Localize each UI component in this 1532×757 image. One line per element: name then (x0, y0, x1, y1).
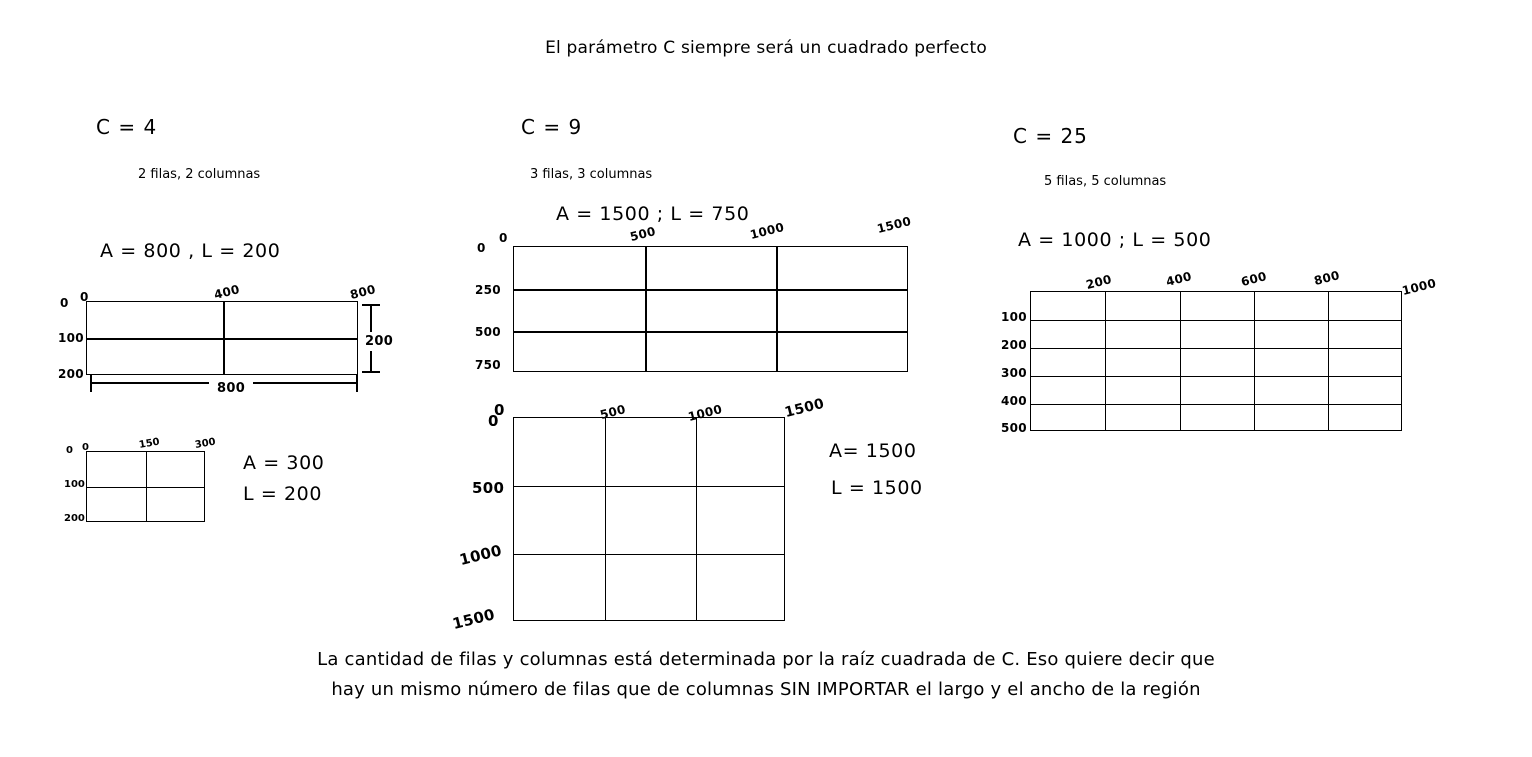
grid-c9-a (513, 246, 908, 372)
example-2-grid-1-equation: A = 1500 ; L = 750 (556, 203, 750, 225)
page-title: El parámetro C siempre será un cuadrado perfecto (545, 38, 987, 58)
tick-top-2: 300 (194, 436, 217, 451)
tick-top-0: 0 (494, 401, 505, 419)
tick-top-0: 0 (80, 290, 89, 304)
tick-top-2: 800 (348, 282, 378, 302)
example-2-grid-2-equation-l: L = 1500 (831, 477, 923, 499)
grid-line-horizontal (87, 338, 357, 340)
grid-line-vertical (645, 247, 647, 371)
tick-left-0: 0 (477, 241, 486, 255)
example-1-grid-2-equation-a: A = 300 (243, 452, 325, 474)
tick-left-0: 0 (66, 445, 73, 456)
example-1-subtitle: 2 filas, 2 columnas (138, 167, 261, 182)
example-2-subtitle: 3 filas, 3 columnas (530, 167, 653, 182)
tick-left-3: 750 (475, 358, 501, 372)
grid-line-horizontal (1031, 376, 1401, 377)
grid-line-horizontal (514, 331, 907, 333)
grid-line-horizontal (87, 487, 204, 488)
grid-c25-a (1030, 291, 1402, 431)
grid-line-vertical (1328, 292, 1329, 430)
grid-line-horizontal (1031, 404, 1401, 405)
grid-line-horizontal (514, 289, 907, 291)
grid-line-vertical (696, 418, 697, 620)
example-3-grid-1-equation: A = 1000 ; L = 500 (1018, 229, 1212, 251)
tick-left-3: 400 (1001, 394, 1027, 408)
example-3-header: C = 25 (1013, 124, 1088, 148)
tick-top-1: 500 (628, 224, 658, 244)
tick-top-0: 0 (499, 231, 508, 245)
tick-left-2: 500 (475, 325, 501, 339)
dimension-width-label: 800 (209, 381, 253, 396)
tick-left-1: 100 (64, 479, 85, 490)
tick-top-2: 1000 (748, 220, 786, 242)
tick-left-1: 200 (1001, 338, 1027, 352)
tick-left-3: 1500 (450, 605, 497, 633)
example-3-subtitle: 5 filas, 5 columnas (1044, 174, 1167, 189)
tick-top-2: 600 (1239, 269, 1269, 289)
dimension-tick-left (90, 374, 92, 392)
tick-top-1: 400 (212, 282, 242, 302)
tick-left-4: 500 (1001, 421, 1027, 435)
grid-line-vertical (776, 247, 778, 371)
tick-left-0: 0 (60, 296, 69, 310)
grid-c4-a (86, 301, 358, 375)
tick-left-1: 250 (475, 283, 501, 297)
tick-top-3: 800 (1312, 268, 1342, 288)
footer-line-2: hay un mismo número de filas que de columnas SIN IMPORTAR el largo y el ancho de la región (331, 679, 1201, 700)
grid-line-horizontal (514, 554, 784, 555)
tick-left-2: 200 (64, 513, 85, 524)
grid-line-horizontal (1031, 320, 1401, 321)
grid-line-horizontal (1031, 348, 1401, 349)
tick-top-1: 150 (138, 436, 161, 451)
grid-line-vertical (605, 418, 606, 620)
grid-line-vertical (1254, 292, 1255, 430)
tick-top-1: 500 (598, 402, 628, 422)
grid-line-vertical (1105, 292, 1106, 430)
tick-left-2: 200 (58, 367, 84, 381)
dimension-tick-bottom (362, 371, 380, 373)
dimension-tick-right (356, 374, 358, 392)
grid-line-horizontal (514, 486, 784, 487)
example-2-header: C = 9 (521, 115, 583, 139)
footer-line-1: La cantidad de filas y columnas está determinada por la raíz cuadrada de C. Eso quiere decir que (317, 649, 1215, 670)
tick-top-3: 1500 (783, 395, 826, 421)
example-1-grid-2-equation-l: L = 200 (243, 483, 323, 505)
tick-top-4: 1000 (1400, 276, 1438, 298)
example-1-grid-1-equation: A = 800 , L = 200 (100, 240, 281, 262)
tick-top-1: 400 (1164, 269, 1194, 289)
tick-left-0: 100 (1001, 310, 1027, 324)
tick-top-2: 1000 (686, 402, 724, 424)
footer-text (0, 645, 1532, 705)
tick-top-0: 200 (1084, 272, 1114, 292)
tick-top-0: 0 (82, 442, 89, 453)
tick-left-1: 100 (58, 331, 84, 345)
tick-top-3: 1500 (875, 214, 913, 236)
example-2-grid-2-equation-a: A= 1500 (829, 440, 917, 462)
tick-left-1: 500 (472, 479, 505, 497)
grid-c4-b (86, 451, 205, 522)
example-1-header: C = 4 (96, 115, 158, 139)
tick-left-0: 0 (488, 412, 499, 430)
tick-left-2: 1000 (457, 541, 504, 569)
tick-left-2: 300 (1001, 366, 1027, 380)
grid-c9-b (513, 417, 785, 621)
grid-line-vertical (1180, 292, 1181, 430)
dimension-tick-top (362, 304, 380, 306)
dimension-height-label: 200 (362, 332, 396, 351)
